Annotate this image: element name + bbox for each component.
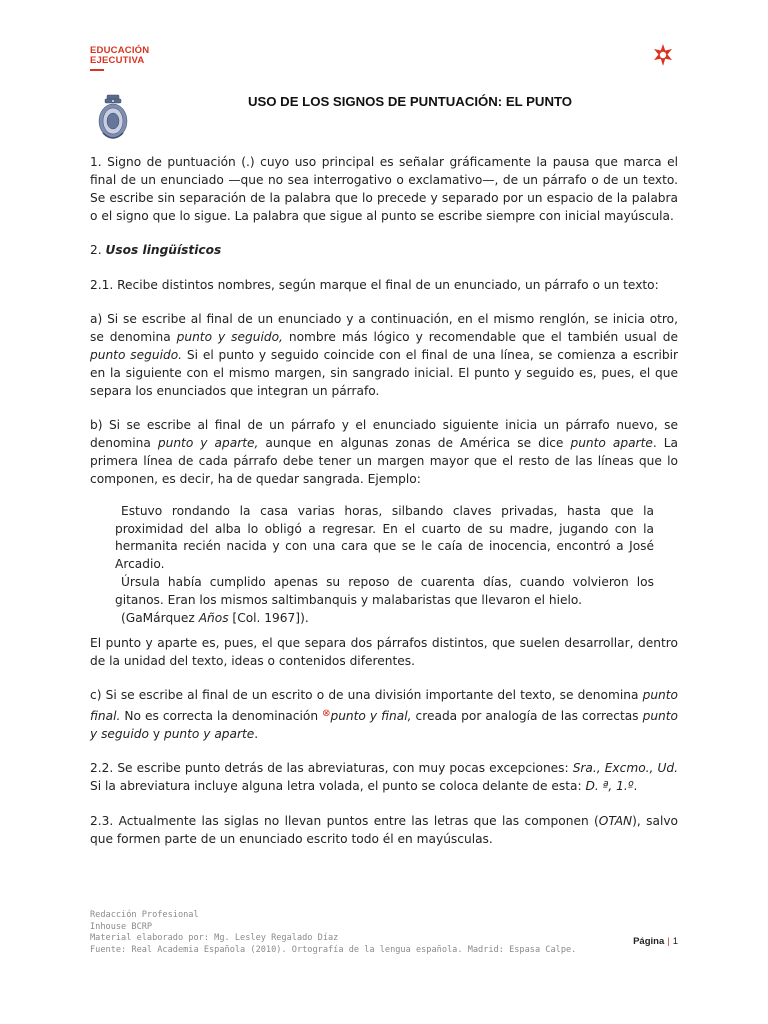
paragraph-a bbox=[90, 311, 678, 401]
page-label: Página bbox=[633, 936, 665, 947]
logo-line-1: EDUCACIÓN bbox=[90, 45, 150, 56]
section-2-title: Usos lingüísticos bbox=[105, 243, 222, 258]
italic-term: Años bbox=[198, 611, 229, 626]
text-fragment: . bbox=[633, 779, 638, 794]
italic-term: punto y seguido, bbox=[176, 329, 283, 344]
incorrect-usage-symbol: ⊗ bbox=[322, 708, 331, 720]
italic-term: punto final. bbox=[90, 688, 678, 724]
italic-term: punto y aparte, bbox=[157, 435, 259, 450]
footer-organization: Inhouse BCRP bbox=[90, 921, 153, 932]
paragraph-2-1: 2.1. Recibe distintos nombres, según marque el final de un enunciado, un párrafo o un texto: bbox=[90, 277, 659, 292]
text-fragment: creada por analogía de las correctas bbox=[411, 709, 643, 724]
text-fragment: c) Si se escribe al final de un escrito o de una división importante del texto, se denomina bbox=[90, 688, 643, 703]
text-fragment: 2.2. Se escribe punto detrás de las abreviaturas, con muy pocas excepciones: bbox=[90, 761, 573, 776]
text-fragment: Si el punto y seguido coincide con el final de una línea, se comienza a escribir en la siguiente con el mismo margen, sin sangrado inicial. El punto y seguido es, pues, el que separa los enunciados que integran un párrafo. bbox=[90, 347, 678, 398]
text-fragment: nombre más lógico y recomendable que el también usual de bbox=[282, 329, 678, 344]
italic-term: punto y aparte bbox=[163, 727, 255, 742]
italic-term: D. ª, 1.º bbox=[585, 779, 634, 794]
footer-source: Fuente: Real Academia Española (2010). Ortografía de la lengua española. Madrid: Espasa Calpe. bbox=[90, 944, 577, 955]
educacion-ejecutiva-logo bbox=[90, 46, 170, 71]
paragraph-2-2 bbox=[90, 760, 678, 796]
paragraph-c bbox=[90, 687, 678, 744]
italic-term: punto seguido. bbox=[90, 347, 183, 362]
paragraph-2-3 bbox=[90, 813, 678, 849]
italic-term: OTAN bbox=[598, 813, 633, 828]
italic-term: punto y final, bbox=[330, 709, 412, 724]
section-2-number: 2. bbox=[90, 243, 106, 258]
paragraph-1: 1. Signo de puntuación (.) cuyo uso principal es señalar gráficamente la pausa que marca el final de un enunciado —que no sea interrogativo o exclamativo—, de un párrafo o de un texto. Se escribe sin separación de la palabra que lo precede y separado por un espacio de la palabra o el signo que lo sigue. La palabra que sigue al punto se escribe siempre con inicial mayúscula. bbox=[90, 155, 678, 223]
text-fragment: y bbox=[148, 727, 164, 742]
text-fragment: aunque en algunas zonas de América se dice bbox=[258, 435, 571, 450]
quote-paragraph-2: Úrsula había cumplido apenas su reposo de cuarenta días, cuando volvieron los gitanos. Eran los mismos saltimbanquis y malabaristas que llevaron el hielo. bbox=[115, 575, 654, 608]
document-title: USO DE LOS SIGNOS DE PUNTUACIÓN: EL PUNTO bbox=[247, 94, 573, 109]
text-fragment: No es correcta la denominación bbox=[120, 709, 323, 724]
page-separator: | bbox=[667, 936, 670, 947]
footer-author: Material elaborado por: Mg. Lesley Regalado Díaz bbox=[90, 933, 339, 943]
text-fragment: . bbox=[254, 727, 259, 742]
footer-course: Redacción Profesional bbox=[90, 910, 199, 920]
logo-underline bbox=[90, 69, 104, 71]
section-2-heading bbox=[90, 242, 678, 260]
page-number bbox=[633, 936, 678, 947]
paragraph-after-quote: El punto y aparte es, pues, el que separa dos párrafos distintos, que suelen desarrollar, dentro de la unidad del texto, ideas o contenidos diferentes. bbox=[90, 635, 678, 668]
text-fragment: [Col. 1967]). bbox=[228, 611, 309, 626]
paragraph-b bbox=[90, 417, 678, 489]
quote-paragraph-1: Estuvo rondando la casa varias horas, silbando claves privadas, hasta que la proximidad del alba lo obligó a regresar. En el cuarto de su madre, jugando con la hermanita recién nacida y con una cara que se le caía de inocencia, encontró a José Arcadio. bbox=[115, 503, 654, 572]
star-burst-icon bbox=[652, 44, 674, 66]
page-footer bbox=[90, 910, 678, 956]
page-number-value: 1 bbox=[672, 936, 678, 947]
document-body bbox=[90, 154, 678, 865]
italic-term: punto aparte bbox=[570, 435, 653, 450]
text-fragment: . La primera línea de cada párrafo debe tener un margen mayor que el resto de las líneas que lo componen, es decir, ha de quedar sangrada. Ejemplo: bbox=[90, 435, 678, 486]
example-quote bbox=[90, 503, 678, 628]
text-fragment: Si la abreviatura incluye alguna letra volada, el punto se coloca delante de esta: bbox=[90, 779, 586, 794]
italic-term: Sra., Excmo., Ud. bbox=[572, 761, 678, 776]
quote-citation bbox=[115, 610, 654, 628]
text-fragment: (GaMárquez bbox=[121, 611, 199, 626]
text-fragment: b) Si se escribe al final de un párrafo y el enunciado siguiente inicia un párrafo nuevo, se denomina bbox=[90, 417, 678, 450]
text-fragment: 2.3. Actualmente las siglas no llevan puntos entre las letras que las componen ( bbox=[90, 813, 599, 828]
italic-term: punto y seguido bbox=[90, 709, 678, 742]
logo-line-2: EJECUTIVA bbox=[90, 55, 145, 66]
text-fragment: ), salvo que formen parte de un enunciado escrito todo él en mayúsculas. bbox=[90, 813, 678, 846]
text-fragment: a) Si se escribe al final de un enunciado y a continuación, en el mismo renglón, se inicia otro, se denomina bbox=[90, 311, 678, 344]
